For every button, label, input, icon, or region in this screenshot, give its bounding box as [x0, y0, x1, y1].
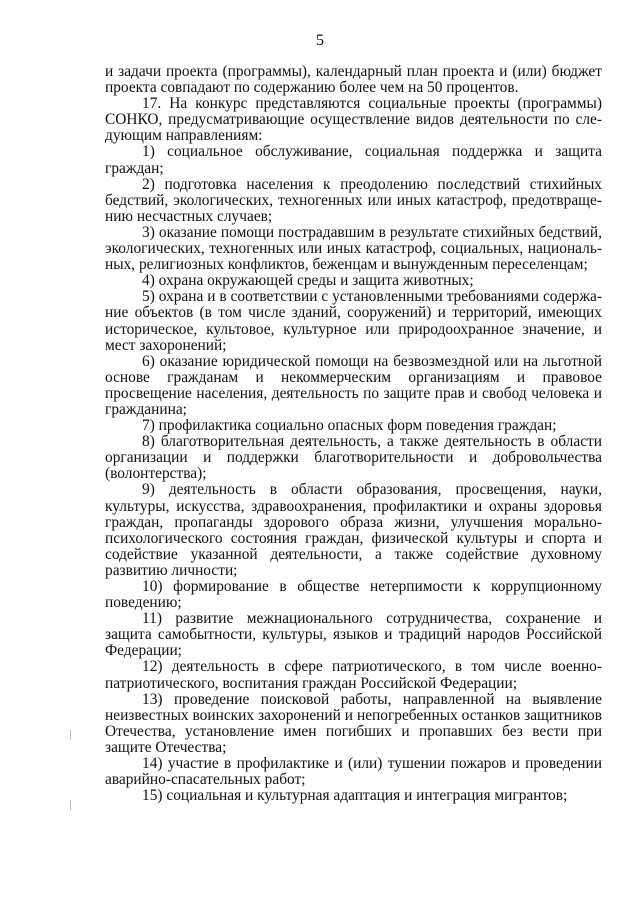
- list-item-4: 4) охрана окружающей среды и защита животных;: [142, 272, 474, 290]
- page-number: 5: [316, 32, 324, 49]
- document-body: [105, 64, 602, 804]
- list-item-15: 15) социальная и культурная адаптация и интеграция мигрантов;: [142, 787, 568, 805]
- list-item-5: 5) охрана и в соответствии с установленными требованиями содержание объектов (в том числе зданий, сооружений) и территорий, имеющих историческое, культовое, культурное или природоохранное значение, и мест захоронений;: [105, 288, 602, 354]
- list-item-1: 1) социальное обслуживание, социальная поддержка и защита граждан;: [105, 143, 602, 177]
- list-item-12: 12) деятельность в сфере патриотического, в том числе военно-патриотического, воспитания граждан Российской Федерации;: [105, 658, 602, 692]
- list-item-14: 14) участие в профилактике и (или) тушении пожаров и проведении аварийно-спасательных работ;: [105, 755, 602, 789]
- list-item-2: 2) подготовка населения к преодолению последствий стихийных бедствий, экологических, техногенных или иных катастроф, предотвращению несчастных случаев;: [105, 175, 602, 225]
- list-item-7: 7) профилактика социально опасных форм поведения граждан;: [142, 417, 557, 435]
- paragraph-clause-17: 17. На конкурс представляются социальные проекты (программы) СОНКО, предусматривающие осуществление видов деятельности по следующим направлениям:: [105, 95, 602, 145]
- list-item-3: 3) оказание помощи пострадавшим в результате стихийных бедствий, экологических, техногенных или иных катастроф, социальных, национальных, религиозных конфликтов, беженцам и вынужденным переселенцам;: [105, 223, 602, 274]
- paragraph-continuation: и задачи проекта (программы), календарный план проекта и (или) бюджет проекта совпадают по содержанию более чем на 50 процентов.: [105, 63, 602, 97]
- scan-mark: [70, 800, 71, 810]
- list-item-9: 9) деятельность в области образования, просвещения, науки, культуры, искусства, здравоохранения, профилактики и охраны здоровья граждан, пропаганды здорового образа жизни, улучшения морально-психологического состояния граждан, физической культуры и спорта и содействие указанной деятельности, а также содействие духовному развитию личности;: [105, 481, 602, 579]
- list-item-6: 6) оказание юридической помощи на безвозмездной или на льготной основе гражданам и некоммерческим организациям и правовое просвещение населения, деятельность по защите прав и свобод человека и гражданина;: [105, 352, 602, 418]
- list-item-10: 10) формирование в обществе нетерпимости к коррупционному поведению;: [105, 578, 602, 612]
- list-item-13: 13) проведение поисковой работы, направленной на выявление неизвестных воинских захоронений и непогребенных останков защитников Отечества, установление имен погибших и пропавших без вести при защите Отечества;: [105, 690, 602, 756]
- list-item-11: 11) развитие межнационального сотрудничества, сохранение и защита самобытности, культуры, языков и традиций народов Российской Федерации;: [105, 610, 602, 660]
- list-item-8: 8) благотворительная деятельность, а также деятельность в области организации и поддержки благотворительности и добровольчества (волонтерства);: [105, 433, 602, 483]
- scan-mark: [70, 730, 71, 740]
